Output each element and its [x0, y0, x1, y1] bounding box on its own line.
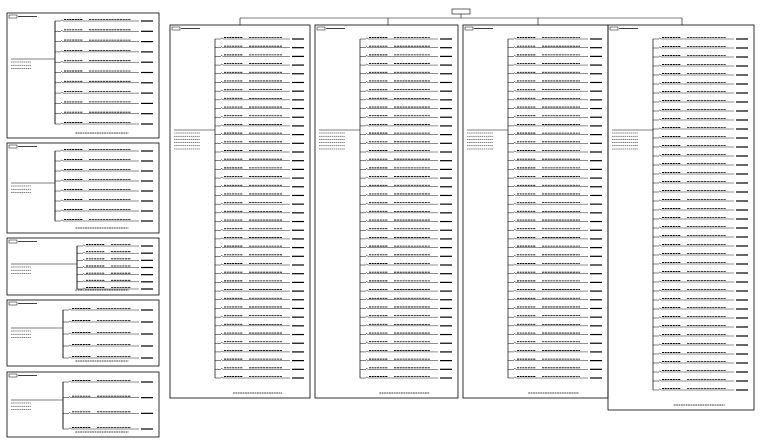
branch-circuit — [360, 107, 452, 109]
branch-circuit — [215, 81, 304, 83]
panel-title-tag — [9, 145, 17, 148]
branch-circuit — [215, 64, 304, 65]
branch-circuit — [653, 65, 748, 67]
branch-circuit — [508, 142, 602, 144]
branch-circuit — [360, 316, 452, 318]
branch-circuit — [653, 74, 748, 76]
distribution-panel-main-1 — [170, 25, 310, 398]
branch-circuit — [55, 170, 153, 172]
branch-circuit — [55, 102, 153, 104]
branch-circuit — [508, 38, 602, 40]
branch-circuit — [508, 194, 602, 196]
branch-circuit — [508, 324, 602, 326]
branch-circuit — [215, 185, 304, 187]
branch-circuit — [508, 359, 602, 361]
branch-circuit — [508, 264, 602, 266]
top-feeder-bus — [240, 9, 682, 25]
branch-circuit — [215, 159, 304, 161]
branch-circuit — [55, 160, 153, 162]
branch-circuit — [508, 333, 602, 335]
branch-circuit — [360, 333, 452, 335]
branch-circuit — [215, 133, 304, 135]
branch-circuit — [215, 194, 304, 196]
branch-circuit — [360, 116, 452, 118]
distribution-panel-small-4 — [7, 300, 159, 366]
branch-circuit — [653, 281, 748, 283]
branch-circuit — [360, 272, 452, 274]
branch-circuit — [63, 357, 153, 359]
branch-circuit — [653, 344, 748, 346]
branch-circuit — [215, 55, 304, 57]
branch-circuit — [653, 371, 748, 373]
branch-circuit — [360, 264, 452, 266]
branch-circuit — [55, 30, 153, 32]
branch-circuit — [360, 159, 452, 161]
branch-circuit — [360, 142, 452, 144]
panel-frame — [170, 25, 310, 398]
branch-circuit — [215, 72, 304, 74]
branch-circuit — [653, 362, 748, 364]
branch-circuit — [360, 290, 452, 292]
branch-circuit — [55, 81, 153, 83]
branch-circuit — [215, 124, 304, 126]
branch-circuit — [653, 137, 748, 139]
branch-circuit — [508, 124, 602, 126]
branch-circuit — [653, 290, 748, 292]
branch-circuit — [215, 246, 304, 248]
branch-circuit — [508, 307, 602, 309]
branch-circuit — [508, 90, 602, 92]
branch-circuit — [360, 203, 452, 205]
branch-circuit — [77, 273, 153, 275]
branch-circuit — [77, 266, 153, 268]
branch-circuit — [55, 150, 153, 152]
branch-circuit — [653, 236, 748, 238]
branch-circuit — [508, 177, 602, 179]
branch-circuit — [360, 168, 452, 170]
branch-circuit — [653, 353, 748, 355]
branch-circuit — [508, 133, 602, 135]
branch-circuit — [508, 107, 602, 109]
branch-circuit — [653, 182, 748, 184]
branch-circuit — [508, 55, 602, 57]
branch-circuit — [508, 281, 602, 283]
branch-circuit — [508, 64, 602, 65]
branch-circuit — [215, 107, 304, 109]
branch-circuit — [215, 298, 304, 300]
branch-circuit — [215, 333, 304, 335]
branch-circuit — [653, 56, 748, 58]
branch-circuit — [360, 255, 452, 256]
branch-circuit — [653, 317, 748, 319]
branch-circuit — [360, 185, 452, 187]
branch-circuit — [508, 185, 602, 187]
branch-circuit — [653, 227, 748, 229]
branch-circuit — [653, 173, 748, 175]
branch-circuit — [508, 203, 602, 205]
branch-circuit — [508, 342, 602, 344]
branch-circuit — [55, 40, 153, 42]
branch-circuit — [63, 333, 153, 335]
branch-circuit — [653, 101, 748, 103]
branch-circuit — [360, 211, 452, 213]
distribution-panel-main-4 — [608, 25, 754, 410]
branch-circuit — [55, 92, 153, 94]
branch-circuit — [215, 307, 304, 309]
panel-title-tag — [610, 27, 618, 30]
branch-circuit — [508, 316, 602, 318]
branch-circuit — [215, 142, 304, 144]
branch-circuit — [508, 290, 602, 292]
branch-circuit — [360, 246, 452, 248]
panel-frame — [463, 25, 608, 398]
branch-circuit — [55, 123, 153, 125]
distribution-panel-small-3 — [7, 238, 159, 295]
branch-circuit — [77, 288, 153, 290]
branch-circuit — [63, 396, 153, 398]
branch-circuit — [360, 307, 452, 309]
branch-circuit — [55, 71, 153, 73]
branch-circuit — [215, 290, 304, 292]
branch-circuit — [360, 298, 452, 300]
branch-circuit — [360, 368, 452, 370]
branch-circuit — [508, 72, 602, 74]
branch-circuit — [55, 210, 153, 212]
branch-circuit — [55, 20, 153, 22]
branch-circuit — [215, 324, 304, 326]
feeder-label-box — [452, 9, 470, 14]
branch-circuit — [653, 308, 748, 310]
branch-circuit — [653, 110, 748, 112]
branch-circuit — [360, 237, 452, 239]
branch-circuit — [508, 255, 602, 256]
branch-circuit — [360, 38, 452, 40]
branch-circuit — [360, 46, 452, 48]
branch-circuit — [653, 92, 748, 94]
branch-circuit — [77, 259, 153, 261]
branch-circuit — [508, 81, 602, 83]
branch-circuit — [55, 220, 153, 222]
branch-circuit — [215, 368, 304, 370]
branch-circuit — [508, 46, 602, 48]
branch-circuit — [77, 280, 153, 282]
branch-circuit — [215, 237, 304, 239]
branch-circuit — [653, 128, 748, 130]
branch-circuit — [508, 229, 602, 231]
branch-circuit — [508, 298, 602, 300]
branch-circuit — [360, 377, 452, 379]
branch-circuit — [653, 83, 748, 85]
branch-circuit — [63, 321, 153, 323]
branch-circuit — [508, 168, 602, 170]
branch-circuit — [63, 345, 153, 347]
branch-circuit — [508, 368, 602, 370]
branch-circuit — [55, 190, 153, 192]
branch-circuit — [653, 119, 748, 121]
branch-circuit — [508, 377, 602, 379]
branch-circuit — [215, 220, 304, 222]
panel-title-tag — [172, 27, 180, 30]
branch-circuit — [653, 245, 748, 247]
panel-title-tag — [9, 15, 17, 18]
branch-circuit — [63, 381, 153, 383]
branch-circuit — [215, 359, 304, 361]
branch-circuit — [360, 220, 452, 222]
branch-circuit — [653, 263, 748, 265]
branch-circuit — [653, 209, 748, 211]
branch-circuit — [360, 342, 452, 344]
branch-circuit — [360, 229, 452, 231]
branch-circuit — [215, 151, 304, 153]
branch-circuit — [653, 389, 748, 391]
branch-circuit — [360, 350, 452, 352]
distribution-panel-small-5 — [7, 372, 159, 437]
panel-title-tag — [9, 240, 17, 243]
branch-circuit — [508, 246, 602, 248]
branch-circuit — [360, 55, 452, 57]
branch-circuit — [508, 116, 602, 118]
branch-circuit — [77, 252, 153, 254]
branch-circuit — [63, 412, 153, 414]
branch-circuit — [360, 124, 452, 126]
branch-circuit — [360, 90, 452, 92]
branch-circuit — [508, 237, 602, 239]
branch-circuit — [508, 272, 602, 274]
panel-title-tag — [9, 374, 17, 377]
branch-circuit — [215, 281, 304, 283]
branch-circuit — [653, 335, 748, 337]
branch-circuit — [360, 359, 452, 361]
branch-circuit — [508, 98, 602, 100]
distribution-panel-small-1 — [7, 13, 159, 138]
branch-circuit — [653, 380, 748, 382]
branch-circuit — [653, 155, 748, 157]
branch-circuit — [653, 164, 748, 166]
branch-circuit — [360, 151, 452, 153]
branch-circuit — [360, 64, 452, 65]
panel-frame — [7, 13, 159, 138]
branch-circuit — [215, 342, 304, 344]
branch-circuit — [508, 220, 602, 222]
branch-circuit — [215, 116, 304, 118]
branch-circuit — [215, 46, 304, 48]
branch-circuit — [215, 90, 304, 92]
branch-circuit — [653, 326, 748, 328]
branch-circuit — [55, 112, 153, 114]
branch-circuit — [55, 180, 153, 182]
distribution-panel-main-2 — [315, 25, 458, 398]
branch-circuit — [508, 159, 602, 161]
branch-circuit — [215, 316, 304, 318]
branch-circuit — [215, 229, 304, 231]
branch-circuit — [55, 61, 153, 63]
branch-circuit — [55, 200, 153, 202]
branch-circuit — [215, 272, 304, 274]
branch-circuit — [215, 38, 304, 40]
branch-circuit — [653, 218, 748, 220]
panel-title-tag — [317, 27, 325, 30]
branch-circuit — [215, 203, 304, 205]
branch-circuit — [653, 272, 748, 274]
branch-circuit — [215, 211, 304, 213]
branch-circuit — [77, 245, 153, 247]
branch-circuit — [653, 191, 748, 193]
branch-circuit — [360, 81, 452, 83]
branch-circuit — [215, 350, 304, 352]
branch-circuit — [215, 177, 304, 179]
branch-circuit — [653, 38, 748, 40]
branch-circuit — [55, 50, 153, 52]
branch-circuit — [215, 377, 304, 379]
branch-circuit — [215, 98, 304, 100]
distribution-panel-main-3 — [463, 25, 608, 398]
branch-circuit — [653, 254, 748, 256]
branch-circuit — [360, 133, 452, 135]
branch-circuit — [653, 146, 748, 148]
panel-title-tag — [465, 27, 473, 30]
branch-circuit — [360, 281, 452, 283]
branch-circuit — [360, 194, 452, 196]
branch-circuit — [508, 350, 602, 352]
branch-circuit — [508, 151, 602, 153]
branch-circuit — [653, 299, 748, 301]
distribution-panel-small-2 — [7, 143, 159, 233]
panel-title-tag — [9, 302, 17, 305]
branch-circuit — [360, 177, 452, 179]
branch-circuit — [508, 211, 602, 213]
branch-circuit — [63, 428, 153, 430]
branch-circuit — [653, 47, 748, 49]
branch-circuit — [215, 264, 304, 266]
branch-circuit — [215, 255, 304, 256]
branch-circuit — [360, 72, 452, 74]
branch-circuit — [360, 98, 452, 100]
branch-circuit — [360, 324, 452, 326]
branch-circuit — [215, 168, 304, 170]
branch-circuit — [63, 309, 153, 311]
branch-circuit — [653, 200, 748, 202]
